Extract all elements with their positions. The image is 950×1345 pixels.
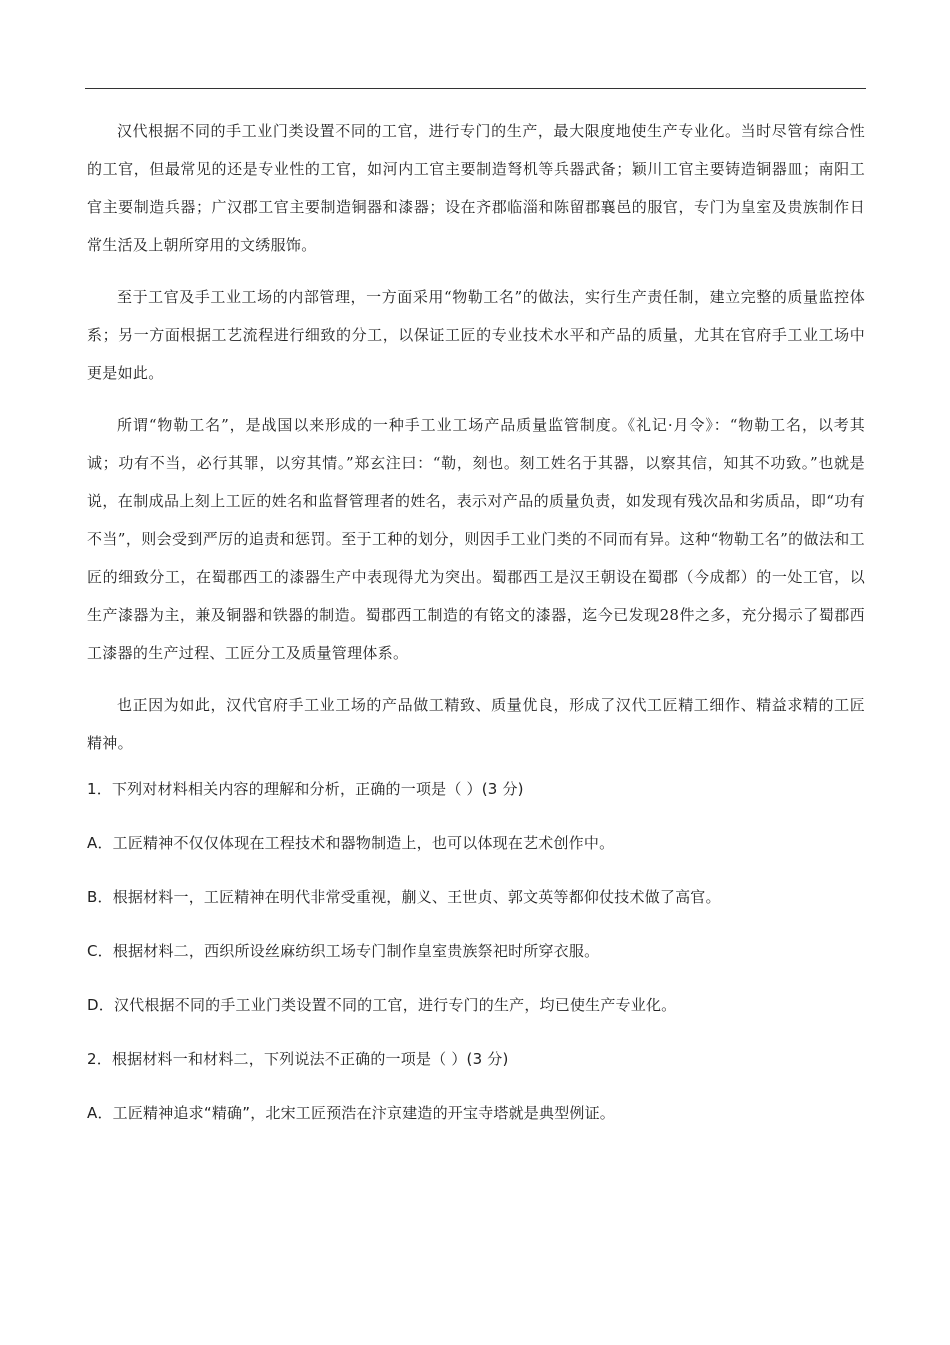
question-1-option-c: C．根据材料二，西织所设丝麻纺织工场专门制作皇室贵族祭祀时所穿衣服。 xyxy=(87,942,600,960)
question-1-option-a: A．工匠精神不仅仅体现在工程技术和器物制造上，也可以体现在艺术创作中。 xyxy=(87,834,615,852)
header-rule xyxy=(85,88,866,89)
question-1-option-d: D．汉代根据不同的手工业门类设置不同的工官，进行专门的生产，均已使生产专业化。 xyxy=(87,996,677,1014)
question-2-stem: 2．根据材料一和材料二，下列说法不正确的一项是（ ）(3 分) xyxy=(87,1050,509,1068)
document-body xyxy=(87,112,865,1123)
question-1-stem: 1．下列对材料相关内容的理解和分析，正确的一项是（ ）(3 分) xyxy=(87,780,524,798)
question-2-option-a: A．工匠精神追求“精确”，北宋工匠预浩在汴京建造的开宝寺塔就是典型例证。 xyxy=(87,1104,616,1122)
paragraph-3: 所谓“物勒工名”，是战国以来形成的一种手工业工场产品质量监管制度。《礼记·月令》：“物勒工名，以考其诚；功有不当，必行其罪，以穷其情。”郑玄注曰：“勒，刻也。刻工姓名于其器，以察其信，知其不功致。”也就是说，在制成品上刻上工匠的姓名和监督管理者的姓名，表示对产品的质量负责，如发现有残次品和劣质品，即“功有不当”，则会受到严厉的追责和惩罚。至于工种的划分，则因手工业门类的不同而有异。这种“物勒工名”的做法和工匠的细致分工，在蜀郡西工的漆器生产中表现得尤为突出。蜀郡西工是汉王朝设在蜀郡（今成都）的一处工官，以生产漆器为主，兼及铜器和铁器的制造。蜀郡西工制造的有铭文的漆器，迄今已发现28件之多，充分揭示了蜀郡西工漆器的生产过程、工匠分工及质量管理体系。 xyxy=(87,416,865,662)
question-1-option-b: B．根据材料一，工匠精神在明代非常受重视，蒯义、王世贞、郭文英等都仰仗技术做了高官。 xyxy=(87,888,721,906)
paragraph-1: 汉代根据不同的手工业门类设置不同的工官，进行专门的生产，最大限度地使生产专业化。当时尽管有综合性的工官，但最常见的还是专业性的工官，如河内工官主要制造弩机等兵器武备；颖川工官主要铸造铜器皿；南阳工官主要制造兵器；广汉郡工官主要制造铜器和漆器；设在齐郡临淄和陈留郡襄邑的服官，专门为皇室及贵族制作日常生活及上朝所穿用的文绣服饰。 xyxy=(87,122,865,254)
paragraph-4: 也正因为如此，汉代官府手工业工场的产品做工精致、质量优良，形成了汉代工匠精工细作、精益求精的工匠精神。 xyxy=(87,696,865,752)
paragraph-2: 至于工官及手工业工场的内部管理，一方面采用“物勒工名”的做法，实行生产责任制，建立完整的质量监控体系；另一方面根据工艺流程进行细致的分工，以保证工匠的专业技术水平和产品的质量，尤其在官府手工业工场中更是如此。 xyxy=(87,288,865,382)
